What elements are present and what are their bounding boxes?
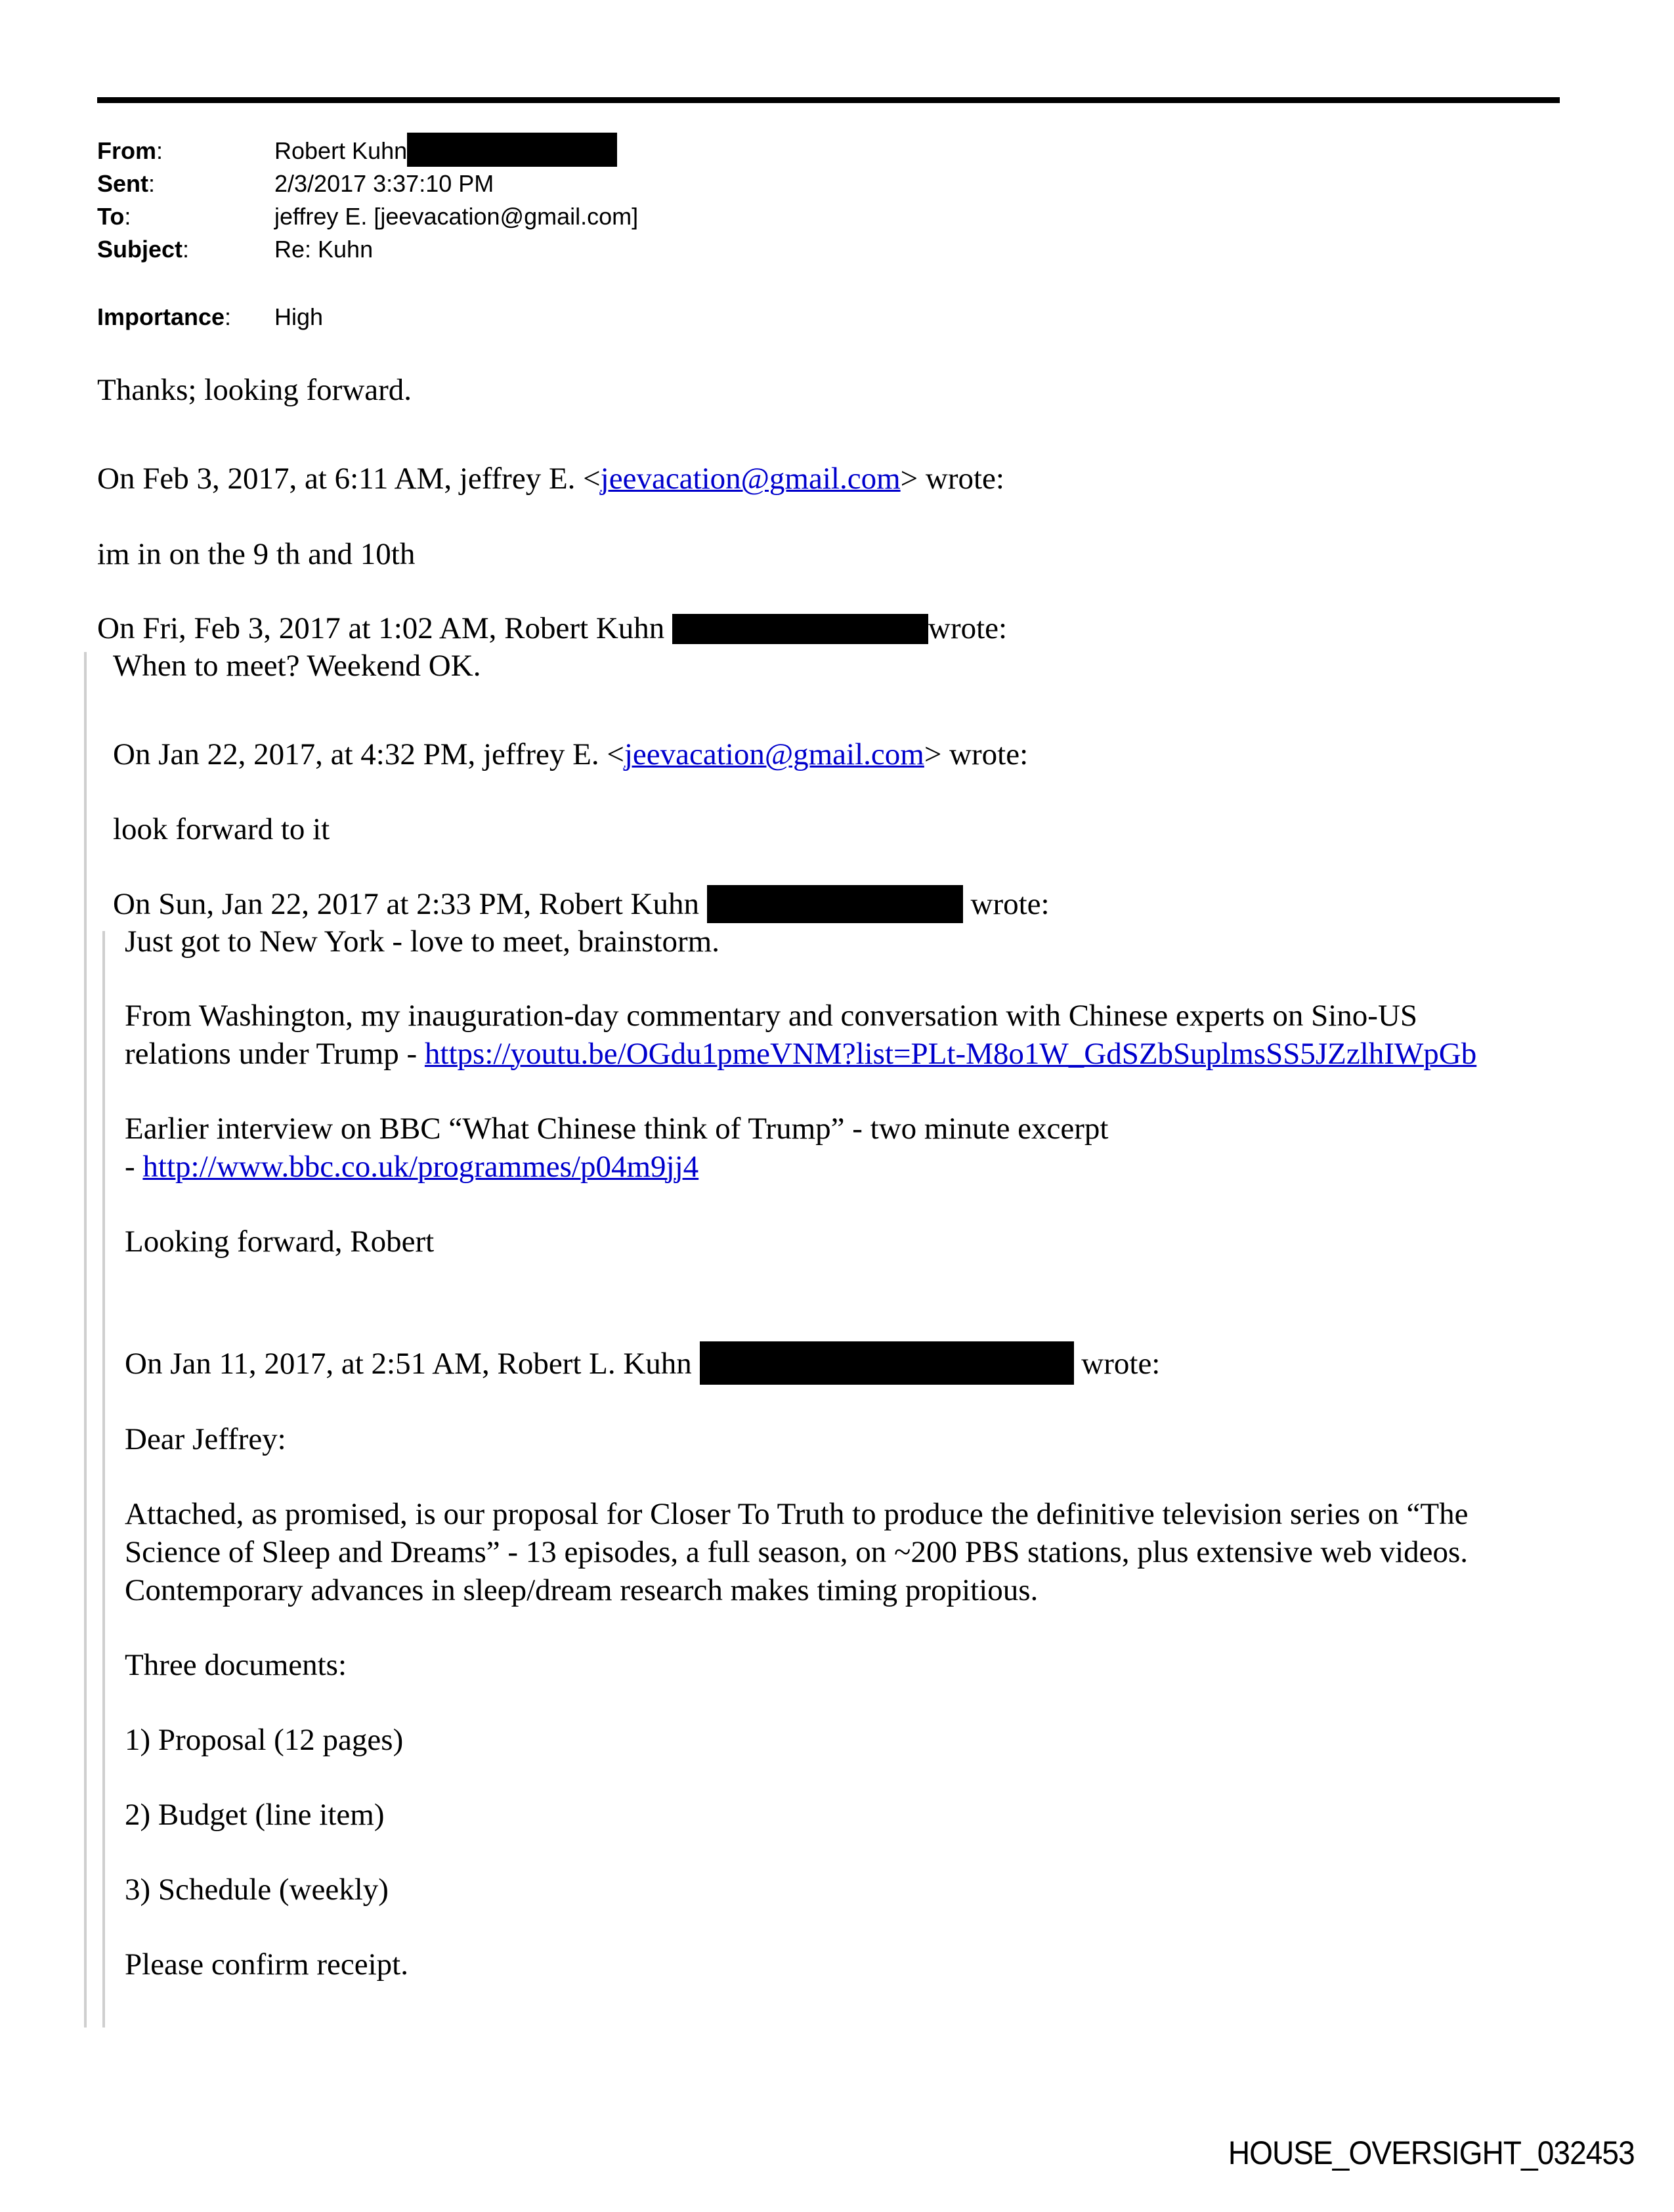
sent-row: Sent: 2/3/2017 3:37:10 PM	[97, 167, 494, 200]
subject-label: Subject	[97, 236, 183, 263]
subject-value: Re: Kuhn	[274, 236, 374, 263]
msg1-attribution-post: > wrote:	[900, 462, 1004, 496]
msg4-line5	[125, 1148, 698, 1186]
msg5-p1-line1: Attached, as promised, is our proposal for Closer To Truth to produce the definitive television series on “The	[125, 1497, 1469, 1531]
msg4-line3	[125, 1035, 1476, 1073]
to-row: To: jeffrey E. [jeevacation@gmail.com]	[97, 200, 638, 233]
sent-value: 2/3/2017 3:37:10 PM	[274, 170, 494, 197]
msg3-attribution-pre: On Jan 22, 2017, at 4:32 PM, jeffrey E. <	[113, 737, 624, 771]
msg4-line5-pre: -	[125, 1150, 143, 1184]
msg5-attribution-pre: On Jan 11, 2017, at 2:51 AM, Robert L. Kuhn	[125, 1347, 692, 1381]
youtube-link[interactable]: https://youtu.be/OGdu1pmeVNM?list=PLt-M8o1W_GdSZbSuplmsSS5JZzlhIWpGb	[424, 1037, 1477, 1071]
importance-row: Importance: High	[97, 301, 323, 334]
msg4-line1: Just got to New York - love to meet, brainstorm.	[125, 924, 719, 959]
msg4-signoff: Looking forward, Robert	[125, 1225, 435, 1259]
importance-value: High	[274, 303, 324, 330]
msg5-attribution-post: wrote:	[1081, 1347, 1161, 1381]
msg4-line2: From Washington, my inauguration-day commentary and conversation with Chinese experts on Sino-US	[125, 999, 1418, 1033]
importance-label: Importance	[97, 303, 225, 330]
msg1-attribution-pre: On Feb 3, 2017, at 6:11 AM, jeffrey E. <	[97, 462, 601, 496]
sent-label: Sent	[97, 170, 149, 197]
redaction-box	[672, 614, 928, 644]
reply-text: Thanks; looking forward.	[97, 373, 412, 407]
msg5-p1-line3: Contemporary advances in sleep/dream research makes timing propitious.	[125, 1573, 1039, 1607]
header-rule	[97, 97, 1560, 103]
bates-number: HOUSE_OVERSIGHT_032453	[1228, 2135, 1635, 2171]
msg5-closing: Please confirm receipt.	[125, 1947, 408, 1982]
msg5-greeting: Dear Jeffrey:	[125, 1422, 286, 1456]
msg3-email-link[interactable]: jeevacation@gmail.com	[624, 737, 924, 771]
msg3-attribution-post: > wrote:	[924, 737, 1029, 771]
subject-row: Subject: Re: Kuhn	[97, 233, 373, 266]
msg2-attribution	[97, 609, 1007, 647]
msg5-docs-intro: Three documents:	[125, 1648, 347, 1682]
msg4-attribution-pre: On Sun, Jan 22, 2017 at 2:33 PM, Robert Kuhn	[113, 887, 699, 921]
msg4-attribution-post: wrote:	[970, 887, 1050, 921]
redaction-box	[700, 1341, 1074, 1385]
to-value: jeffrey E. [jeevacation@gmail.com]	[274, 203, 639, 230]
redaction-box	[407, 133, 617, 167]
msg1-attribution	[97, 460, 1004, 498]
to-label: To	[97, 203, 125, 230]
msg3-attribution	[113, 735, 1028, 773]
msg3-text: look forward to it	[113, 812, 330, 846]
msg4-attribution	[113, 885, 1050, 923]
from-row: From: Robert Kuhn	[97, 135, 617, 167]
msg4-line3-pre: relations under Trump -	[125, 1037, 425, 1071]
quote-bar-outer	[84, 652, 87, 2028]
msg2-attribution-post: wrote:	[928, 611, 1008, 645]
msg2-attribution-pre: On Fri, Feb 3, 2017 at 1:02 AM, Robert Kuhn	[97, 611, 665, 645]
quote-bar-inner	[102, 931, 105, 2028]
msg5-doc-3: 3) Schedule (weekly)	[125, 1873, 389, 1907]
redaction-box	[707, 885, 963, 923]
msg4-line4: Earlier interview on BBC “What Chinese think of Trump” - two minute excerpt	[125, 1112, 1109, 1146]
from-value: Robert Kuhn	[274, 137, 408, 164]
from-label: From	[97, 137, 156, 164]
msg5-doc-2: 2) Budget (line item)	[125, 1798, 385, 1832]
msg5-doc-1: 1) Proposal (12 pages)	[125, 1723, 404, 1757]
msg1-email-link[interactable]: jeevacation@gmail.com	[600, 462, 901, 496]
bbc-link[interactable]: http://www.bbc.co.uk/programmes/p04m9jj4	[142, 1150, 699, 1184]
msg5-p1-line2: Science of Sleep and Dreams” - 13 episodes, a full season, on ~200 PBS stations, plus extensive web videos.	[125, 1535, 1469, 1569]
msg2-text: When to meet? Weekend OK.	[113, 649, 481, 683]
msg1-text: im in on the 9 th and 10th	[97, 537, 416, 571]
msg5-attribution	[125, 1345, 1160, 1385]
